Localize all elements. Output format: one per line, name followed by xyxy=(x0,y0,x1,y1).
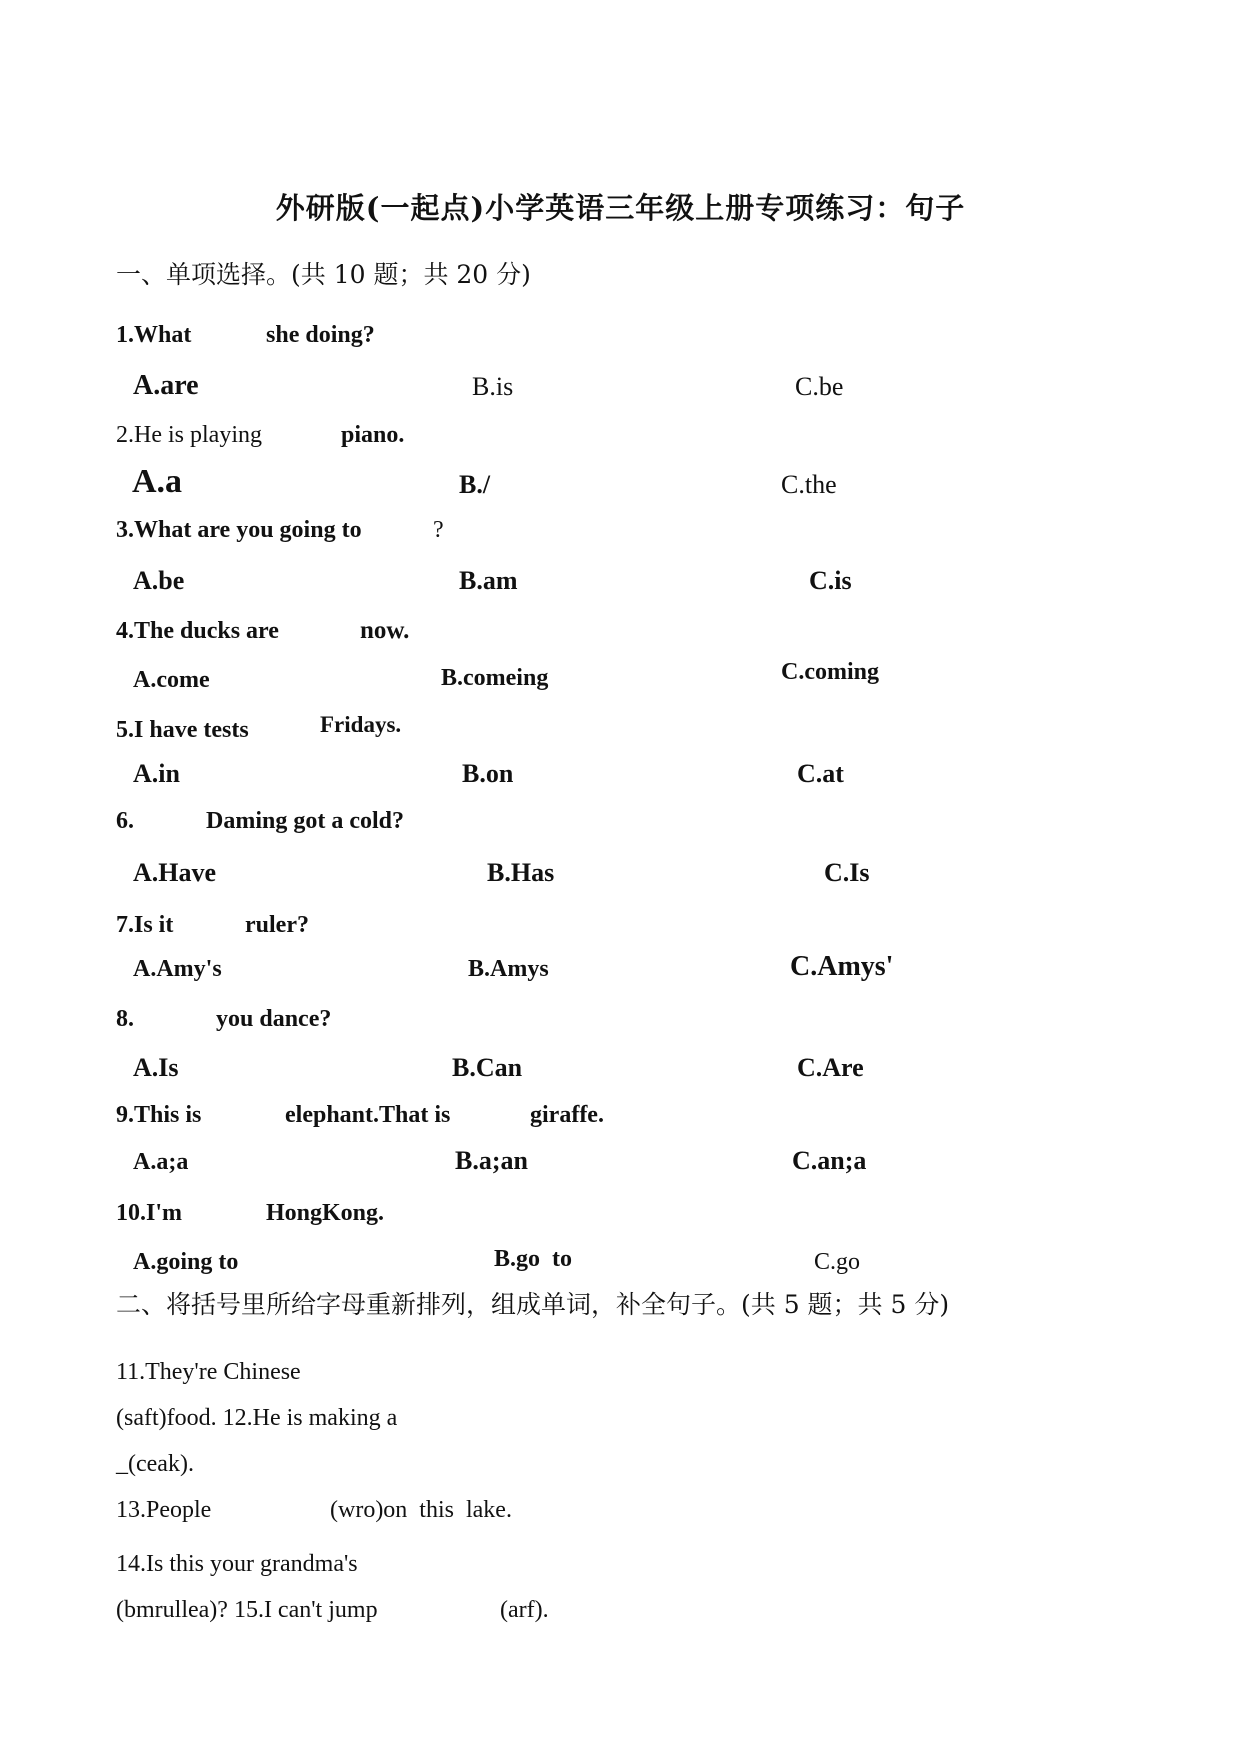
question-10-option-c: C.go xyxy=(814,1249,861,1275)
fill-line-5: 14.Is this your grandma's xyxy=(116,1551,358,1577)
question-8-text: 8. xyxy=(116,1006,134,1032)
question-3-text-end: ? xyxy=(433,517,444,543)
question-7-text: 7.Is it xyxy=(116,912,174,938)
question-8-option-a: A.Is xyxy=(133,1053,179,1082)
question-7-option-b: B.Amys xyxy=(468,956,549,982)
question-9-option-c: C.an;a xyxy=(792,1146,867,1175)
question-1-option-c: C.be xyxy=(795,372,844,401)
question-10-option-b: B.go to xyxy=(494,1246,572,1272)
question-2-option-c: C.the xyxy=(781,470,837,499)
fill-line-2: (saft)food. 12.He is making a xyxy=(116,1405,398,1431)
question-6-option-b: B.Has xyxy=(487,858,555,887)
question-6-text: 6. xyxy=(116,808,134,834)
question-10-text-end: HongKong. xyxy=(266,1200,385,1226)
question-7-option-c: C.Amys' xyxy=(790,951,894,982)
fill-line-4-end: (wro)on this lake. xyxy=(330,1497,512,1523)
question-6-text-end: Daming got a cold? xyxy=(206,808,404,834)
fill-line-6-end: (arf). xyxy=(500,1597,549,1623)
question-1-text-end: she doing? xyxy=(266,322,375,348)
question-2-option-b: B./ xyxy=(459,470,491,499)
question-3-option-b: B.am xyxy=(459,566,518,595)
question-4-option-b: B.comeing xyxy=(441,665,549,691)
question-7-option-a: A.Amy's xyxy=(133,956,222,982)
question-2-text: 2.He is playing xyxy=(116,422,262,448)
fill-line-6: (bmrullea)? 15.I can't jump xyxy=(116,1597,378,1623)
question-9-option-a: A.a;a xyxy=(133,1149,189,1175)
question-9-option-b: B.a;an xyxy=(455,1146,528,1175)
question-2-option-a: A.a xyxy=(132,463,183,500)
question-5-option-b: B.on xyxy=(462,759,514,788)
question-9-text-end: giraffe. xyxy=(530,1102,604,1128)
question-1-option-a: A.are xyxy=(133,370,199,401)
question-4-option-a: A.come xyxy=(133,667,210,693)
section-heading-2: 二、将括号里所给字母重新排列，组成单词，补全句子。(共 5 题；共 5 分) xyxy=(116,1290,950,1319)
question-3-text: 3.What are you going to xyxy=(116,517,362,543)
question-5-option-a: A.in xyxy=(133,759,180,788)
fill-line-1: 11.They're Chinese xyxy=(116,1359,301,1385)
question-9-text: 9.This is xyxy=(116,1102,202,1128)
question-8-text-end: you dance? xyxy=(216,1006,332,1032)
question-4-text-end: now. xyxy=(360,617,410,644)
question-8-option-c: C.Are xyxy=(797,1053,864,1082)
question-1-text: 1.What xyxy=(116,322,192,348)
question-5-text: 5.I have tests xyxy=(116,717,249,743)
fill-line-3: _(ceak). xyxy=(116,1451,194,1477)
question-9-text-mid: elephant.That is xyxy=(285,1102,451,1128)
question-4-option-c: C.coming xyxy=(781,659,879,685)
page-title: 外研版(一起点)小学英语三年级上册专项练习：句子 xyxy=(275,191,966,225)
question-6-option-c: C.Is xyxy=(824,858,870,887)
question-4-text: 4.The ducks are xyxy=(116,618,279,644)
question-6-option-a: A.Have xyxy=(133,858,217,887)
question-5-text-end: Fridays. xyxy=(320,712,402,737)
question-3-option-c: C.is xyxy=(809,566,852,595)
section-heading-1: 一、单项选择。(共 10 题；共 20 分) xyxy=(116,260,531,289)
question-5-option-c: C.at xyxy=(797,759,844,788)
question-7-text-end: ruler? xyxy=(245,912,309,938)
question-10-option-a: A.going to xyxy=(133,1249,239,1275)
question-3-option-a: A.be xyxy=(133,566,185,595)
question-2-text-end: piano. xyxy=(341,422,405,448)
question-8-option-b: B.Can xyxy=(452,1053,523,1082)
question-1-option-b: B.is xyxy=(472,372,514,401)
question-10-text: 10.I'm xyxy=(116,1200,182,1226)
fill-line-4: 13.People xyxy=(116,1497,212,1523)
